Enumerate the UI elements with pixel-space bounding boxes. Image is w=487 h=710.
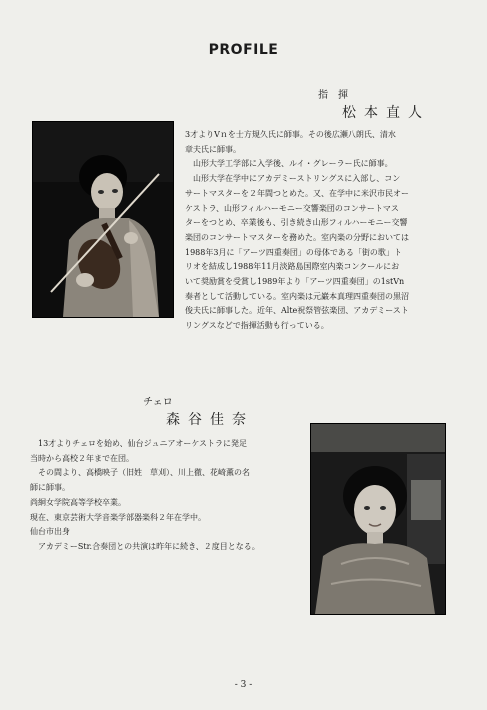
conductor-name: 松本直人 bbox=[342, 105, 430, 121]
conductor-bio-line: 章夫氏に師事。 bbox=[185, 144, 241, 154]
cellist-bio-line: その間より、高橋映子（旧姓 草刈）、川上徹、花崎薫の名 bbox=[30, 468, 250, 478]
cellist-bio bbox=[30, 437, 260, 555]
conductor-bio-line: 3才よりVｎを士方規久氏に師事。その後広瀬八朗氏、清水 bbox=[185, 130, 396, 139]
cellist-name: 森谷佳奈 bbox=[166, 412, 254, 428]
violinist-photo-illustration bbox=[33, 122, 173, 317]
conductor-bio-line: 1988年3月に「アーツ四重奏団」の母体である「街の歌」ト bbox=[185, 247, 402, 257]
cellist-bio-line: 仙台市出身 bbox=[30, 527, 70, 537]
conductor-role: 指 揮 bbox=[318, 90, 348, 101]
conductor-bio-line: ケストラ、山形フィルハーモニー交響楽団のコンサートマス bbox=[185, 203, 399, 213]
cellist-bio-line: アカデミーStr.合奏団との共演は昨年に続き、２度目となる。 bbox=[30, 541, 260, 551]
cellist-role: チェロ bbox=[143, 397, 173, 408]
conductor-bio-line: サートマスターを２年間つとめた。又、在学中に米沢市民オー bbox=[185, 188, 409, 198]
cellist-bio-line: 13才よりチェロを始め、仙台ジュニアオーケストラに発足 bbox=[30, 439, 248, 448]
conductor-bio-line: ターをつとめ、卒業後も、引き続き山形フィルハーモニー交響 bbox=[185, 218, 408, 228]
conductor-bio-line: 山形大学工学部に入学後、ルイ・グレーラー氏に師事。 bbox=[185, 159, 393, 169]
conductor-bio-line: 奏者として活動している。室内楽は元巌本真理四重奏団の黒沼 bbox=[185, 291, 409, 301]
conductor-bio bbox=[185, 128, 409, 334]
conductor-bio-line: 俊夫氏に師事した。近年、Alte祝祭管弦楽団、アカデミースト bbox=[185, 306, 409, 316]
cellist-bio-line: 当時から高校２年まで在団。 bbox=[30, 453, 134, 463]
page-title: PROFILE bbox=[208, 42, 279, 58]
conductor-photo bbox=[32, 121, 174, 318]
conductor-bio-line: いて奨励賞を受賞し1989年より「アーツ四重奏団」の1stVn bbox=[185, 277, 405, 287]
conductor-bio-line: 山形大学在学中にアカデミーストリングスに入部し、コン bbox=[185, 174, 401, 184]
cellist-bio-line: 師に師事。 bbox=[30, 483, 70, 493]
cellist-bio-line: 現在、東京芸術大学音楽学部器楽科２年在学中。 bbox=[30, 512, 206, 522]
page-number: - 3 - bbox=[234, 680, 253, 690]
conductor-bio-line: リングスなどで指揮活動も行っている。 bbox=[185, 321, 329, 331]
conductor-bio-line: 楽団のコンサートマスターを務めた。室内楽の分野においては bbox=[185, 232, 409, 242]
cellist-photo-illustration bbox=[311, 424, 445, 614]
cellist-bio-line: 尚絅女学院高等学校卒業。 bbox=[30, 497, 126, 507]
cellist-photo bbox=[310, 423, 446, 615]
conductor-bio-line: リオを結成し1988年11月淡路島国際室内楽コンクールにお bbox=[185, 262, 400, 272]
